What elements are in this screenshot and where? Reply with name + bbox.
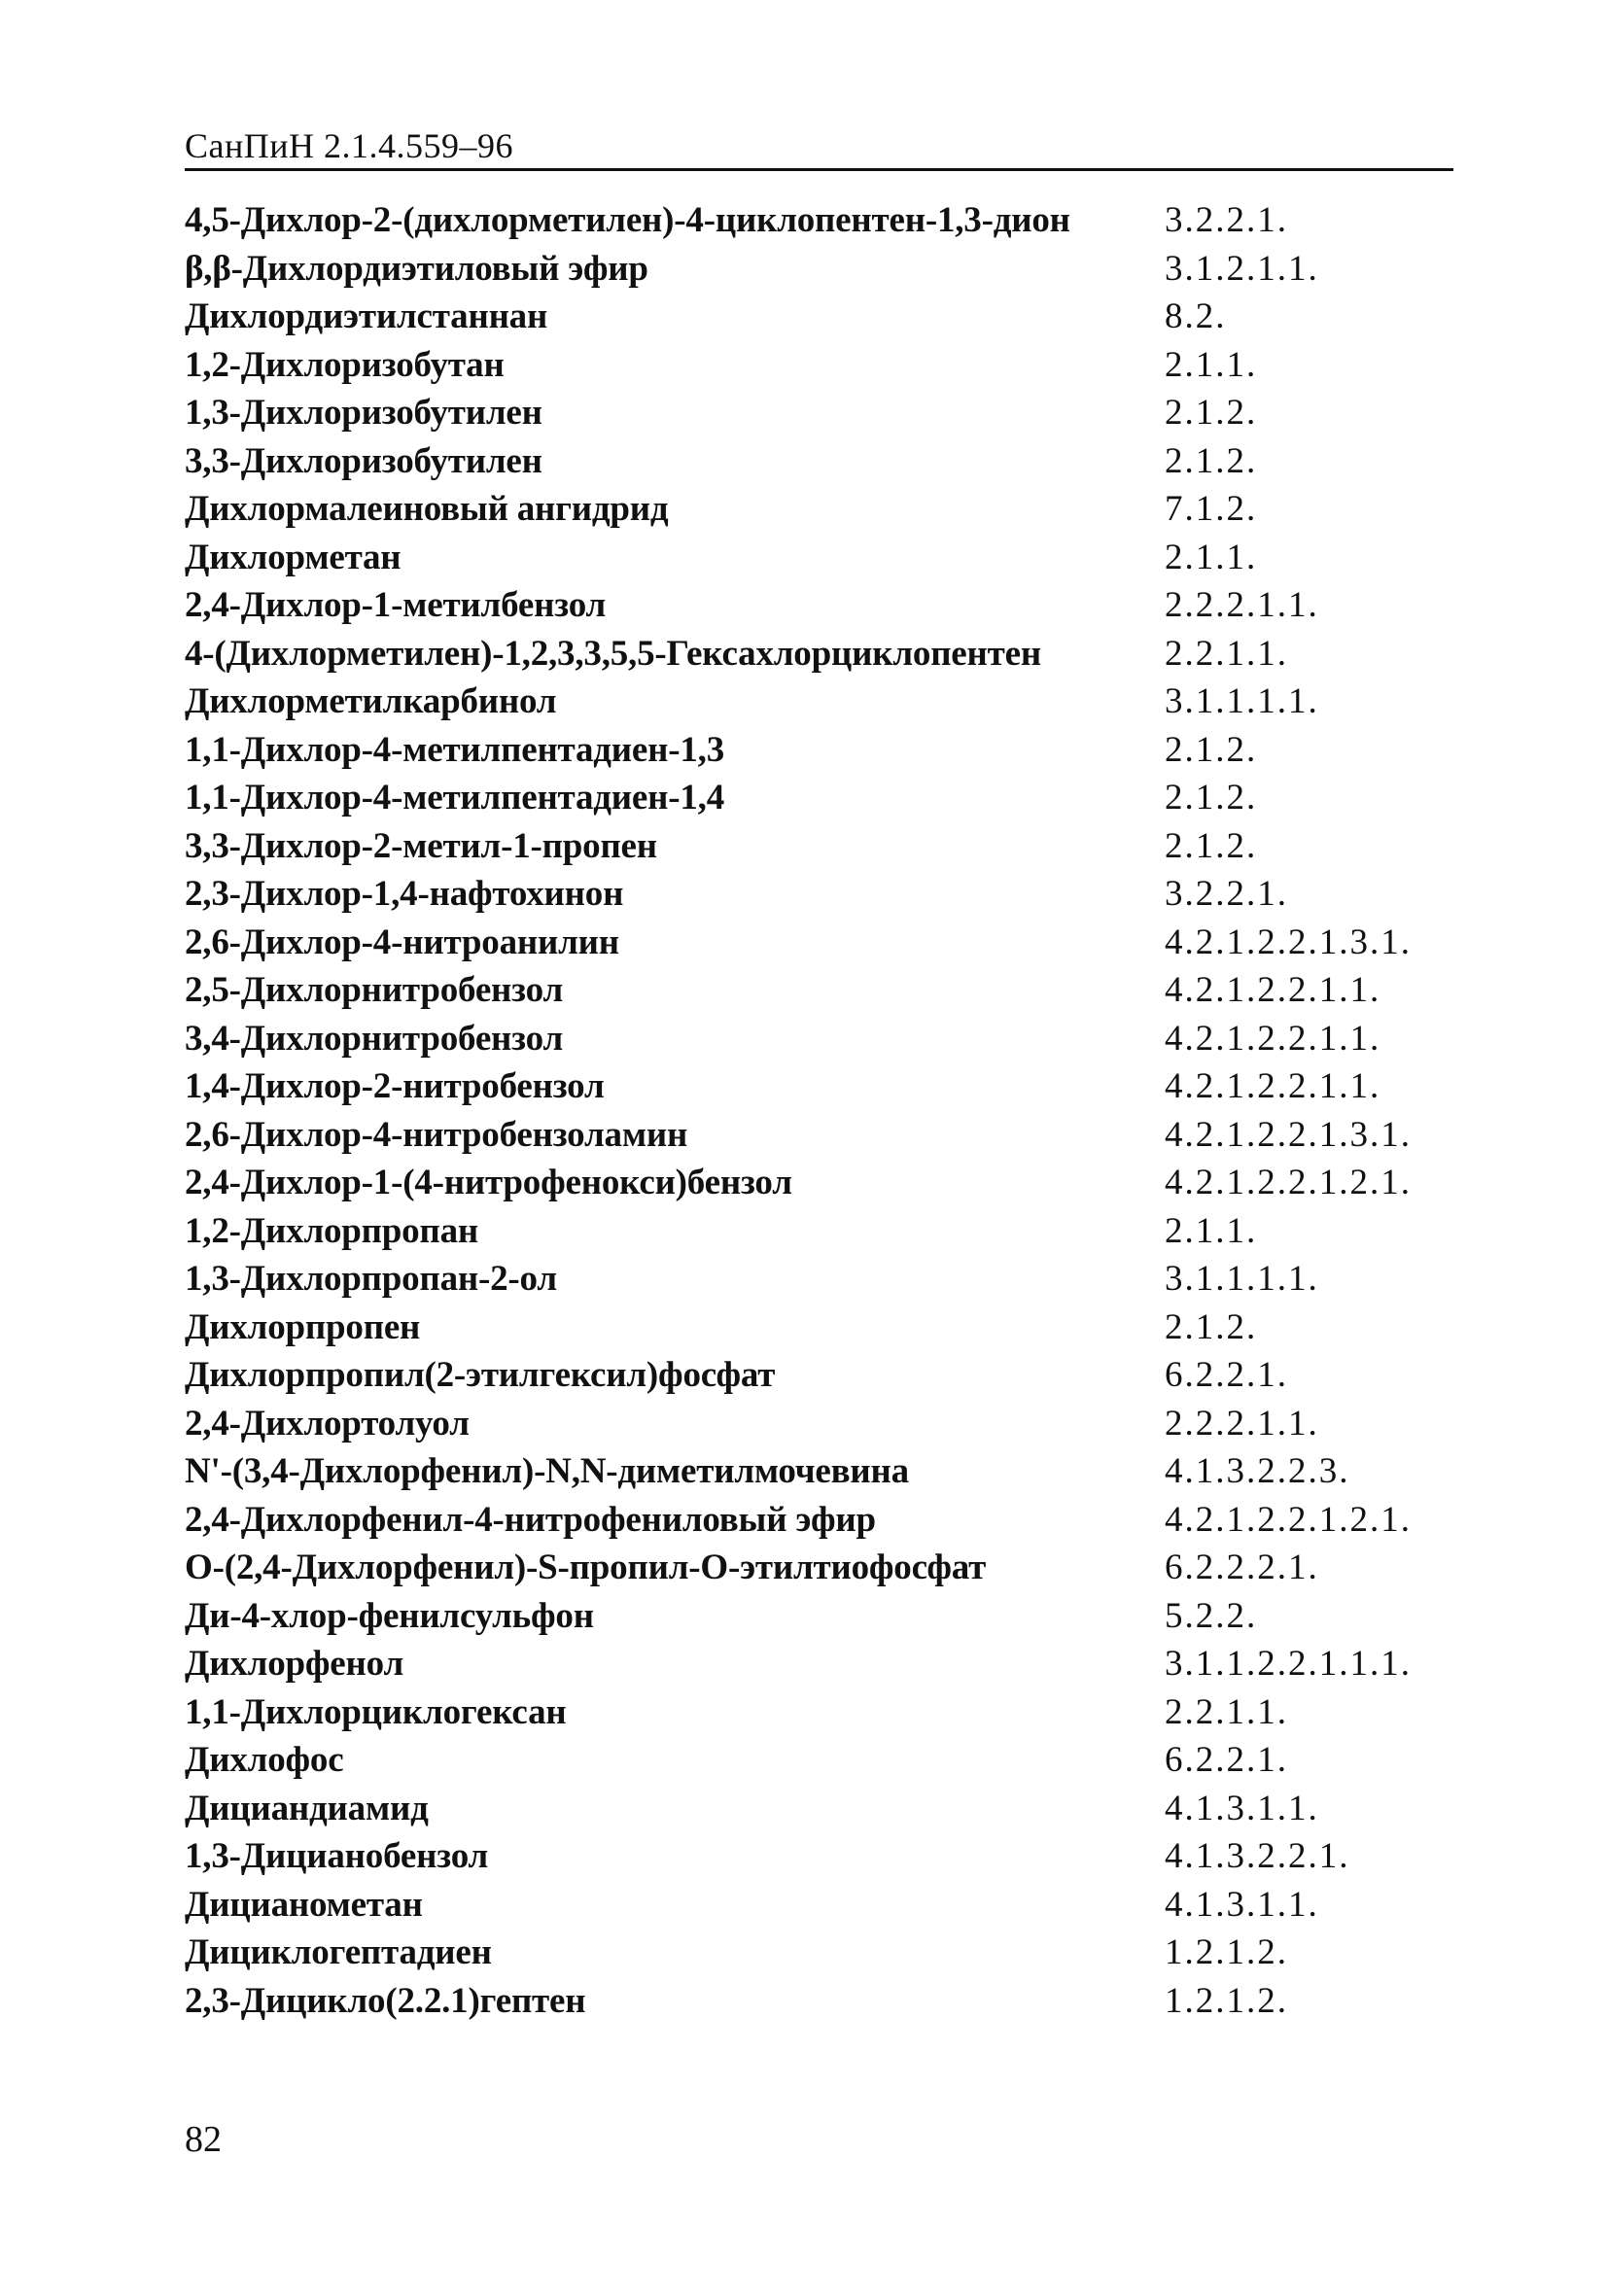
section-code: 2.1.2.	[1165, 393, 1258, 433]
substance-name: 1,2-Дихлорпропан	[185, 1210, 479, 1251]
section-code: 4.1.3.1.1.	[1165, 1788, 1319, 1828]
section-code: 2.1.2.	[1165, 778, 1258, 818]
index-entry	[185, 1062, 1449, 1111]
substance-name: 1,2-Дихлоризобутан	[185, 344, 505, 385]
substance-name: Дициандиамид	[185, 1788, 429, 1828]
section-code: 7.1.2.	[1165, 489, 1258, 529]
section-code: 2.2.1.1.	[1165, 633, 1288, 674]
section-code: 2.1.2.	[1165, 729, 1258, 770]
index-entry	[185, 678, 1449, 726]
substance-name: 2,4-Дихлор-1-метилбензол	[185, 585, 607, 625]
index-entry	[185, 1832, 1449, 1881]
index-entry	[185, 1736, 1449, 1785]
header-divider	[185, 168, 1453, 171]
substance-name: 1,3-Дихлоризобутилен	[185, 393, 542, 433]
section-code: 4.2.1.2.2.1.1.	[1165, 1018, 1381, 1059]
section-code: 3.1.2.1.1.	[1165, 248, 1319, 289]
index-entry	[185, 196, 1449, 245]
index-entry	[185, 630, 1449, 678]
index-entry	[185, 437, 1449, 486]
index-entry	[185, 485, 1449, 534]
substance-name: N'-(3,4-Дихлорфенил)-N,N-диметилмочевина	[185, 1451, 909, 1491]
section-code: 2.1.2.	[1165, 1306, 1258, 1347]
index-entry	[185, 245, 1449, 294]
substance-name: Дихлорпропен	[185, 1306, 421, 1347]
substance-name: 1,3-Дихлорпропан-2-ол	[185, 1259, 557, 1299]
index-entry	[185, 293, 1449, 341]
substance-name: Дихлордиэтилстаннан	[185, 296, 548, 336]
section-code: 3.1.1.2.2.1.1.1.	[1165, 1644, 1412, 1684]
section-code: 4.2.1.2.2.1.2.1.	[1165, 1163, 1412, 1202]
section-code: 4.2.1.2.2.1.3.1.	[1165, 1114, 1412, 1155]
substance-name: Дихлорпропил(2-этилгексил)фосфат	[185, 1355, 776, 1395]
section-code: 6.2.2.2.1.	[1165, 1548, 1319, 1587]
section-code: 2.1.2.	[1165, 440, 1258, 481]
substance-name: 2,4-Дихлор-1-(4-нитрофенокси)бензол	[185, 1163, 792, 1202]
index-entry	[185, 1544, 1449, 1592]
index-entry	[185, 1640, 1449, 1688]
substance-name: Дициклогептадиен	[185, 1932, 492, 1972]
substance-name: 1,1-Дихлор-4-метилпентадиен-1,4	[185, 778, 725, 818]
section-code: 2.2.1.1.	[1165, 1691, 1288, 1732]
section-code: 5.2.2.	[1165, 1595, 1258, 1636]
index-entry	[185, 1111, 1449, 1160]
index-entry	[185, 870, 1449, 919]
section-code: 6.2.2.1.	[1165, 1740, 1288, 1780]
index-entry	[185, 1351, 1449, 1400]
section-code: 3.1.1.1.1.	[1165, 681, 1319, 721]
index-entry	[185, 1496, 1449, 1545]
index-entry	[185, 726, 1449, 775]
section-code: 4.2.1.2.2.1.2.1.	[1165, 1499, 1412, 1540]
index-entry	[185, 1015, 1449, 1063]
section-code: 3.1.1.1.1.	[1165, 1259, 1319, 1299]
page-number: 82	[185, 2119, 222, 2160]
section-code: 6.2.2.1.	[1165, 1355, 1288, 1395]
index-list	[185, 196, 1449, 2025]
section-code: 3.2.2.1.	[1165, 874, 1288, 914]
index-entry	[185, 1592, 1449, 1641]
section-code: 4.2.1.2.2.1.1.	[1165, 970, 1381, 1010]
section-code: 1.2.1.2.	[1165, 1980, 1288, 2021]
index-entry	[185, 822, 1449, 871]
section-code: 8.2.	[1165, 296, 1227, 336]
index-entry	[185, 919, 1449, 967]
section-code: 1.2.1.2.	[1165, 1932, 1288, 1972]
section-code: 2.1.1.	[1165, 344, 1258, 385]
section-code: 4.1.3.1.1.	[1165, 1884, 1319, 1925]
index-entry	[185, 1255, 1449, 1304]
substance-name: 1,4-Дихлор-2-нитробензол	[185, 1066, 605, 1106]
substance-name: 3,3-Дихлоризобутилен	[185, 440, 542, 481]
index-entry	[185, 534, 1449, 582]
substance-name: 3,3-Дихлор-2-метил-1-пропен	[185, 825, 657, 866]
section-code: 4.1.3.2.2.1.	[1165, 1836, 1350, 1876]
substance-name: 1,1-Дихлор-4-метилпентадиен-1,3	[185, 729, 725, 770]
index-entry	[185, 1688, 1449, 1737]
substance-name: 2,4-Дихлортолуол	[185, 1403, 470, 1444]
page-header	[185, 124, 1453, 173]
substance-name: O-(2,4-Дихлорфенил)-S-пропил-O-этилтиофосфат	[185, 1548, 987, 1587]
index-entry	[185, 1785, 1449, 1833]
section-code: 2.1.1.	[1165, 537, 1258, 577]
section-code: 2.1.2.	[1165, 825, 1258, 866]
document-title: СанПиН 2.1.4.559–96	[185, 126, 514, 165]
section-code: 4.1.3.2.2.3.	[1165, 1451, 1350, 1491]
substance-name: Дицианометан	[185, 1884, 423, 1925]
section-code: 4.2.1.2.2.1.3.1.	[1165, 922, 1412, 962]
substance-name: 2,3-Дихлор-1,4-нафтохинон	[185, 874, 624, 914]
index-entry	[185, 1400, 1449, 1448]
index-entry	[185, 1447, 1449, 1496]
index-entry	[185, 581, 1449, 630]
substance-name: Дихлорметилкарбинол	[185, 681, 557, 721]
index-entry	[185, 1304, 1449, 1352]
index-entry	[185, 389, 1449, 437]
substance-name: 4-(Дихлорметилен)-1,2,3,3,5,5-Гексахлорциклопентен	[185, 633, 1041, 674]
substance-name: Дихлормалеиновый ангидрид	[185, 489, 669, 529]
substance-name: 4,5-Дихлор-2-(дихлорметилен)-4-циклопентен-1,3-дион	[185, 200, 1070, 240]
index-entry	[185, 1159, 1449, 1207]
index-entry	[185, 1881, 1449, 1930]
section-code: 2.2.2.1.1.	[1165, 585, 1319, 625]
substance-name: 2,6-Дихлор-4-нитроанилин	[185, 922, 619, 962]
index-entry	[185, 341, 1449, 390]
index-entry	[185, 1977, 1449, 2026]
substance-name: 2,6-Дихлор-4-нитробензоламин	[185, 1114, 688, 1155]
substance-name: Дихлорфенол	[185, 1644, 404, 1684]
substance-name: 2,3-Дицикло(2.2.1)гептен	[185, 1980, 586, 2021]
section-code: 3.2.2.1.	[1165, 200, 1288, 240]
substance-name: β,β-Дихлордиэтиловый эфир	[185, 248, 648, 289]
substance-name: Дихлорметан	[185, 537, 402, 577]
index-entry	[185, 1207, 1449, 1256]
index-entry	[185, 774, 1449, 822]
substance-name: 2,4-Дихлорфенил-4-нитрофениловый эфир	[185, 1499, 876, 1540]
index-entry	[185, 1929, 1449, 1977]
index-entry	[185, 966, 1449, 1015]
substance-name: 3,4-Дихлорнитробензол	[185, 1018, 563, 1059]
substance-name: 2,5-Дихлорнитробензол	[185, 970, 563, 1010]
section-code: 2.2.2.1.1.	[1165, 1403, 1319, 1444]
substance-name: 1,3-Дицианобензол	[185, 1836, 489, 1876]
substance-name: Ди-4-хлор-фенилсульфон	[185, 1595, 594, 1636]
substance-name: 1,1-Дихлорциклогексан	[185, 1691, 567, 1732]
section-code: 4.2.1.2.2.1.1.	[1165, 1066, 1381, 1106]
section-code: 2.1.1.	[1165, 1210, 1258, 1251]
substance-name: Дихлофос	[185, 1740, 344, 1780]
